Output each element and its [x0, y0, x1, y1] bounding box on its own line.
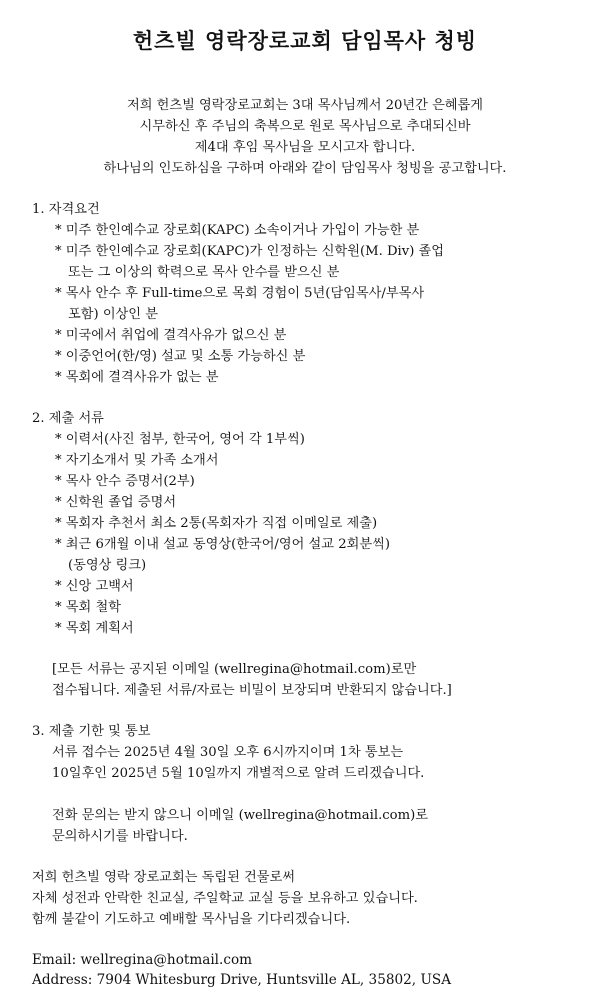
list-item: * 자기소개서 및 가족 소개서: [55, 453, 219, 468]
list-item: * 목회자 추천서 최소 2통(목회자가 직접 이메일로 제출): [55, 516, 378, 531]
section-qualifications: [32, 199, 578, 388]
section-deadline: [32, 721, 578, 847]
intro-line: 저희 헌츠빌 영락장로교회는 3대 목사님께서 20년간 은혜롭게: [126, 98, 484, 113]
list-item: * 미국에서 취업에 결격사유가 없으신 분: [55, 328, 287, 343]
deadline-paragraph: 서류 접수는 2025년 4월 30일 오후 6시까지이며 1차 통보는 10일후인 2025년 5월 10일까지 개별적으로 알려 드리겠습니다. 전화 문의는 받지 않으니 이메일 (wellregina@hotmail.com)로 문의하시기를 바랍니다.: [52, 745, 428, 844]
list-item: * 미주 한인예수교 장로회(KAPC)가 인정하는 신학원(M. Div) 졸업 또는 그 이상의 학력으로 목사 안수를 받으신 분: [55, 244, 445, 280]
contact-info: [32, 950, 578, 990]
intro-paragraph: [32, 95, 578, 179]
section-title: 1. 자격요건: [32, 202, 100, 217]
list-item: * 이력서(사진 첨부, 한국어, 영어 각 1부씩): [55, 432, 305, 447]
list-item: * 목회 계획서: [55, 621, 134, 636]
closing-line: 함께 불같이 기도하고 예배할 목사님을 기다리겠습니다.: [32, 912, 351, 927]
list-item: * 목사 안수 후 Full-time으로 목회 경험이 5년(담임목사/부목사 포함) 이상인 분: [55, 286, 425, 322]
list-item: * 최근 6개월 이내 설교 동영상(한국어/영어 설교 2회분씩) (동영상 링크): [55, 537, 390, 573]
list-item: * 신앙 고백서: [55, 579, 134, 594]
list-item: * 신학원 졸업 증명서: [55, 495, 177, 510]
closing-line: 저희 헌츠빌 영락 장로교회는 독립된 건물로써: [32, 870, 296, 885]
list-item: * 이중언어(한/영) 설교 및 소통 가능하신 분: [55, 349, 306, 364]
section-title: 3. 제출 기한 및 통보: [32, 724, 151, 739]
list-item: * 목회에 결격사유가 없는 분: [55, 370, 219, 385]
documents-list: [32, 429, 578, 639]
contact-address: Address: 7904 Whitesburg Drive, Huntsville AL, 35802, USA: [32, 972, 452, 988]
intro-line: 하나님의 인도하심을 구하며 아래와 같이 담임목사 청빙을 공고합니다.: [103, 161, 507, 176]
list-item: * 목회 철학: [55, 600, 121, 615]
contact-email: Email: wellregina@hotmail.com: [32, 952, 253, 968]
page-title: 헌츠빌 영락장로교회 담임목사 청빙: [132, 28, 478, 53]
intro-line: 시무하신 후 주님의 축복으로 원로 목사님으로 추대되신바: [139, 119, 471, 134]
section-documents: [32, 408, 578, 639]
closing-paragraph: [32, 867, 578, 930]
submission-notice: [32, 659, 578, 701]
intro-line: 제4대 후임 목사님을 모시고자 합니다.: [194, 140, 416, 155]
closing-line: 자체 성전과 안락한 친교실, 주일학교 교실 등을 보유하고 있습니다.: [32, 891, 418, 906]
qualification-list: [32, 220, 578, 388]
section-title: 2. 제출 서류: [32, 411, 104, 426]
list-item: * 목사 안수 증명서(2부): [55, 474, 195, 489]
notice-line: [모든 서류는 공지된 이메일 (wellregina@hotmail.com)로만: [52, 662, 417, 677]
notice-line: 접수됩니다. 제출된 서류/자료는 비밀이 보장되며 반환되지 않습니다.]: [52, 683, 452, 698]
list-item: * 미주 한인예수교 장로회(KAPC) 소속이거나 가입이 가능한 분: [55, 223, 420, 238]
